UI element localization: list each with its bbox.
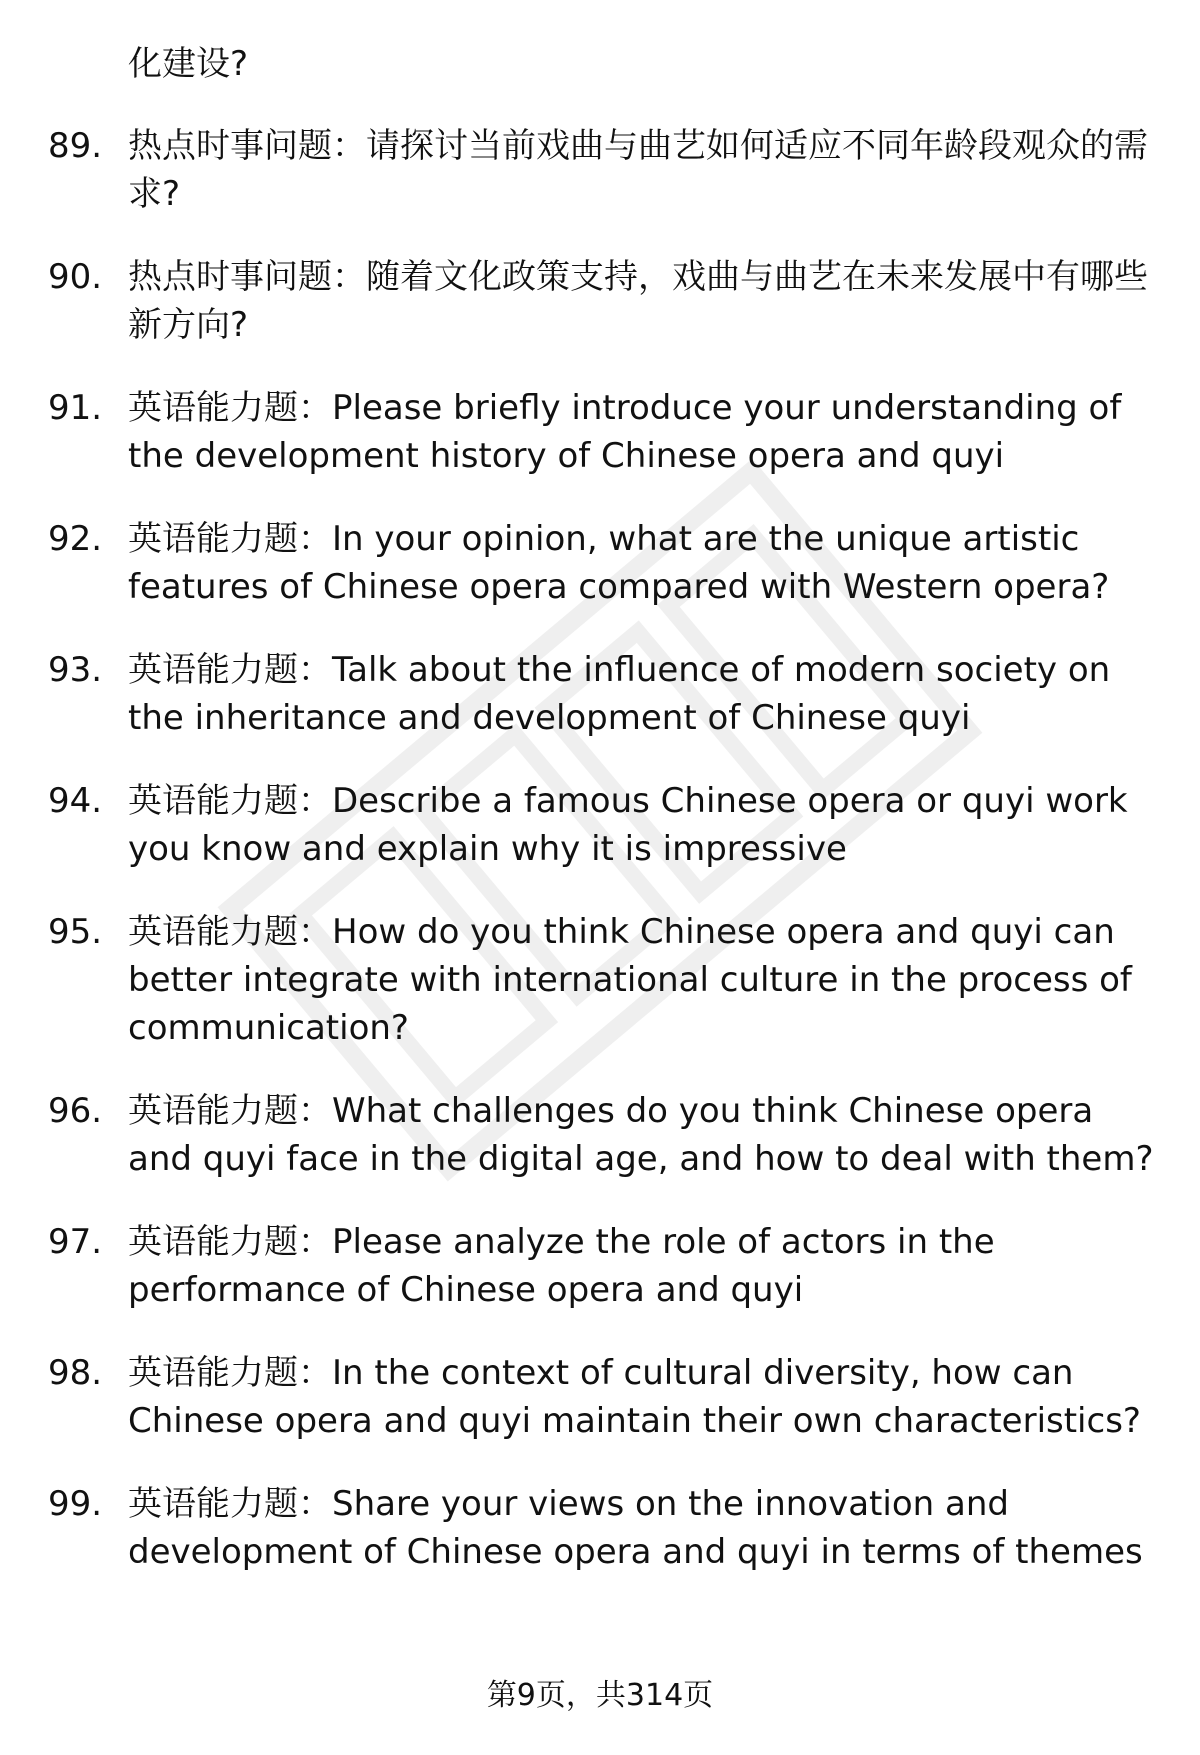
previous-question-continuation: 化建设? (128, 44, 249, 84)
question-list (48, 122, 1158, 1576)
question-item (48, 1087, 1158, 1183)
question-text: 英语能力题：Please analyze the role of actors in the performance of Chinese opera and quyi (128, 1222, 995, 1310)
question-number: 91. (48, 388, 103, 428)
question-text: 英语能力题：How do you think Chinese opera and quyi can better integrate with international culture in the process of communication? (128, 912, 1132, 1048)
question-number: 93. (48, 650, 103, 690)
question-text: 英语能力题：In the context of cultural diversity, how can Chinese opera and quyi maintain their own characteristics? (128, 1353, 1141, 1441)
question-item (48, 384, 1158, 480)
question-number: 98. (48, 1353, 103, 1393)
question-item (48, 777, 1158, 873)
question-content (48, 40, 1158, 1611)
question-text: 热点时事问题：随着文化政策支持，戏曲与曲艺在未来发展中有哪些新方向? (128, 257, 1148, 345)
question-number: 97. (48, 1222, 103, 1262)
question-item (48, 1480, 1158, 1576)
question-text: 英语能力题：Describe a famous Chinese opera or quyi work you know and explain why it is impressive (128, 781, 1128, 869)
question-number: 99. (48, 1484, 103, 1524)
question-text: 热点时事问题：请探讨当前戏曲与曲艺如何适应不同年龄段观众的需求? (128, 126, 1148, 214)
question-item (48, 122, 1158, 218)
question-item (48, 515, 1158, 611)
question-number: 90. (48, 257, 103, 297)
question-item (48, 908, 1158, 1052)
question-number: 92. (48, 519, 103, 559)
question-text: 英语能力题：Talk about the influence of modern society on the inheritance and development of Chinese quyi (128, 650, 1111, 738)
question-text: 英语能力题：What challenges do you think Chinese opera and quyi face in the digital age, and how to deal with them? (128, 1091, 1154, 1179)
question-item (48, 1218, 1158, 1314)
question-text: 英语能力题：Share your views on the innovation and development of Chinese opera and quyi in terms of themes (128, 1484, 1143, 1572)
page-indicator: 第9页，共314页 (486, 1678, 714, 1713)
question-text: 英语能力题：Please briefly introduce your understanding of the development history of Chinese opera and quyi (128, 388, 1122, 476)
question-number: 89. (48, 126, 103, 166)
question-number: 96. (48, 1091, 103, 1131)
question-number: 94. (48, 781, 103, 821)
question-item (48, 646, 1158, 742)
question-number: 95. (48, 912, 103, 952)
question-text: 英语能力题：In your opinion, what are the unique artistic features of Chinese opera compared with Western opera? (128, 519, 1110, 607)
question-item (48, 253, 1158, 349)
question-item (48, 1349, 1158, 1445)
